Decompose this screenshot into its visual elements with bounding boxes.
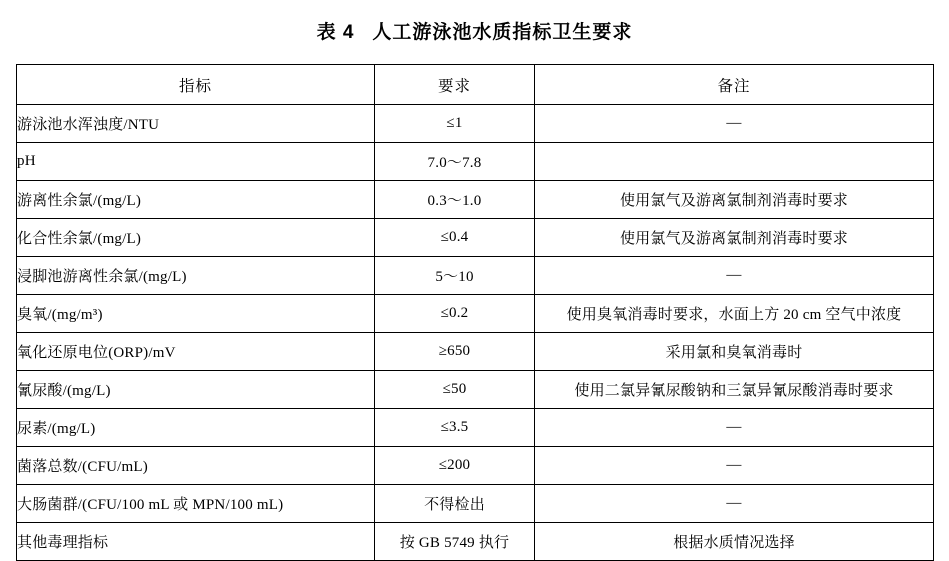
cell-indicator: 氰尿酸/(mg/L) bbox=[17, 371, 375, 409]
table-container bbox=[16, 64, 933, 561]
cell-requirement: 7.0～7.8 bbox=[375, 143, 535, 181]
table-row bbox=[17, 409, 934, 447]
cell-requirement: ≤1 bbox=[375, 105, 535, 143]
table-row bbox=[17, 447, 934, 485]
table-title-text: 人工游泳池水质指标卫生要求 bbox=[372, 22, 633, 43]
cell-requirement: ≥650 bbox=[375, 333, 535, 371]
table-row bbox=[17, 257, 934, 295]
table-row bbox=[17, 523, 934, 561]
table-header bbox=[17, 65, 934, 105]
cell-indicator: 游泳池水浑浊度/NTU bbox=[17, 105, 375, 143]
cell-indicator: 大肠菌群/(CFU/100 mL 或 MPN/100 mL) bbox=[17, 485, 375, 523]
table-body bbox=[17, 105, 934, 561]
cell-indicator: 浸脚池游离性余氯/(mg/L) bbox=[17, 257, 375, 295]
cell-remark: — bbox=[535, 447, 934, 485]
cell-remark: 使用二氯异氰尿酸钠和三氯异氰尿酸消毒时要求 bbox=[535, 371, 934, 409]
cell-remark bbox=[535, 143, 934, 181]
table-row bbox=[17, 105, 934, 143]
table-row bbox=[17, 333, 934, 371]
column-header-remark: 备注 bbox=[535, 65, 934, 105]
cell-requirement: 0.3～1.0 bbox=[375, 181, 535, 219]
column-header-requirement: 要求 bbox=[375, 65, 535, 105]
cell-indicator: pH bbox=[17, 143, 375, 181]
table-header-row bbox=[17, 65, 934, 105]
cell-requirement: 按 GB 5749 执行 bbox=[375, 523, 535, 561]
table-title bbox=[0, 0, 949, 44]
table-row bbox=[17, 485, 934, 523]
cell-indicator: 尿素/(mg/L) bbox=[17, 409, 375, 447]
cell-remark: — bbox=[535, 409, 934, 447]
water-quality-table bbox=[16, 64, 934, 561]
cell-remark: 使用氯气及游离氯制剂消毒时要求 bbox=[535, 219, 934, 257]
cell-indicator: 其他毒理指标 bbox=[17, 523, 375, 561]
cell-remark: 根据水质情况选择 bbox=[535, 523, 934, 561]
table-row bbox=[17, 295, 934, 333]
cell-requirement: 5～10 bbox=[375, 257, 535, 295]
cell-indicator: 氧化还原电位(ORP)/mV bbox=[17, 333, 375, 371]
cell-requirement: ≤0.4 bbox=[375, 219, 535, 257]
cell-indicator: 臭氧/(mg/m³) bbox=[17, 295, 375, 333]
column-header-indicator: 指标 bbox=[17, 65, 375, 105]
cell-remark: — bbox=[535, 105, 934, 143]
cell-remark: 使用臭氧消毒时要求，水面上方 20 cm 空气中浓度 bbox=[535, 295, 934, 333]
cell-remark: 采用氯和臭氧消毒时 bbox=[535, 333, 934, 371]
cell-requirement: 不得检出 bbox=[375, 485, 535, 523]
table-row bbox=[17, 219, 934, 257]
cell-indicator: 游离性余氯/(mg/L) bbox=[17, 181, 375, 219]
cell-indicator: 菌落总数/(CFU/mL) bbox=[17, 447, 375, 485]
cell-requirement: ≤3.5 bbox=[375, 409, 535, 447]
cell-requirement: ≤0.2 bbox=[375, 295, 535, 333]
cell-requirement: ≤50 bbox=[375, 371, 535, 409]
table-number: 表 4 bbox=[316, 22, 355, 43]
cell-remark: 使用氯气及游离氯制剂消毒时要求 bbox=[535, 181, 934, 219]
cell-requirement: ≤200 bbox=[375, 447, 535, 485]
cell-remark: — bbox=[535, 257, 934, 295]
table-row bbox=[17, 143, 934, 181]
table-row bbox=[17, 181, 934, 219]
cell-remark: — bbox=[535, 485, 934, 523]
table-row bbox=[17, 371, 934, 409]
cell-indicator: 化合性余氯/(mg/L) bbox=[17, 219, 375, 257]
